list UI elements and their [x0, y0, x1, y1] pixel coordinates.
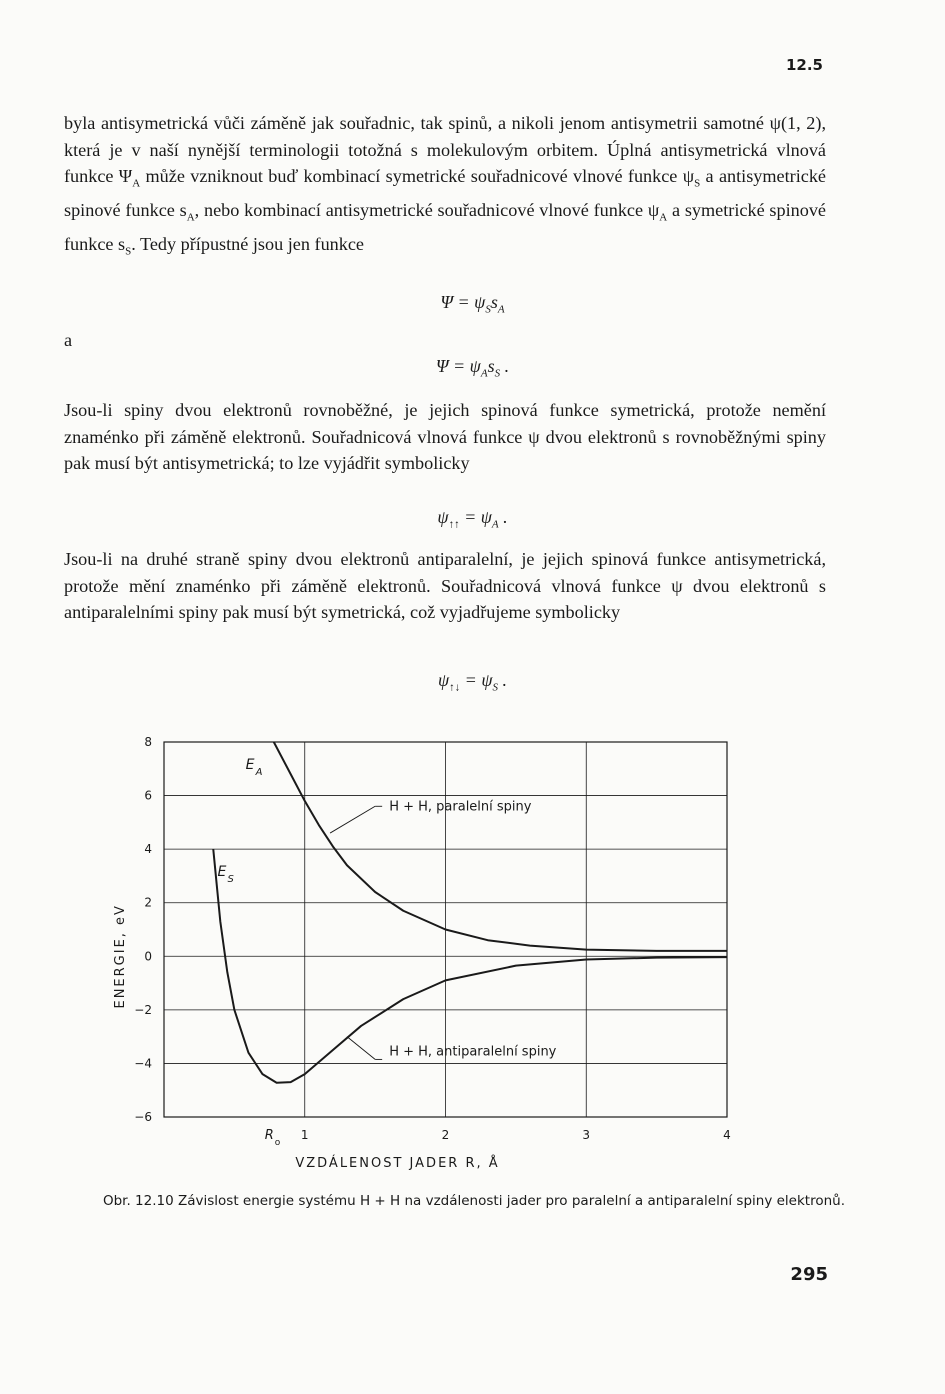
equation-1: $\Psi = \psi_Ss_A$ [440, 292, 505, 316]
connector-text: a [64, 330, 73, 350]
r0-label: R [264, 1128, 274, 1143]
x-tick-label: 2 [441, 1128, 450, 1142]
x-tick-label: 3 [582, 1128, 591, 1142]
x-axis-label: VZDÁLENOST JADER R, Å [295, 1156, 500, 1171]
equation-2: $\Psi = \psi_As_S$ . [435, 356, 510, 380]
series-label-es: E [217, 863, 227, 880]
y-tick-label: −2 [134, 1002, 152, 1017]
y-tick-label: −6 [134, 1110, 152, 1124]
energy-chart [0, 725, 945, 1185]
x-tick-label: 4 [723, 1128, 731, 1142]
paragraph-3: Jsou-li na druhé straně spiny dvou elektronů antiparalelní, je jejich spinová funkce antisymetrická, protože mění znaménko při záměně elektronů. Souřadnicová vlnová funkce ψ dvou elektronů s antiparalelními spiny pak musí být symetrická, což vyjadřujeme symbolicky [64, 549, 826, 622]
y-axis-label: ENERGIE, eV [113, 904, 128, 1009]
paragraph-1: byla antisymetrická vůči záměně jak souřadnic, tak spinů, a nikoli jenom antisymetrii samotné ψ(1, 2), která je v naší nynější terminologii totožná s molekulovým orbitem. Úplná antisymetrická vlnová funkce $\Psi_A$ může vzniknout buď kombinací symetrické souřadnicové vlnové funkce $\psi_S$ a antisymetrické spinové funkce $s_A$, nebo kombinací antisymetrické souřadnicové vlnové funkce $\psi_A$ a symetrické spinové funkce $s_S$. Tedy přípustné jsou jen funkce [64, 113, 827, 258]
chart-labels [113, 735, 731, 1171]
series-line-0 [274, 742, 727, 951]
section-number: 12.5 [785, 56, 823, 74]
equation-4: $\psi_{↑↓} = \psi_S$ . [437, 670, 507, 694]
chart-curves [213, 742, 727, 1083]
y-tick-label: 2 [144, 895, 152, 910]
equation-3: $\psi_{↑↑} = \psi_A$ . [437, 507, 508, 531]
paragraph-2: Jsou-li spiny dvou elektronů rovnoběžné, je jejich spinová funkce symetrická, protože nemění znaménko při záměně elektronů. Souřadnicová vlnová funkce ψ dvou elektronů s rovnoběžnými spiny pak musí být antisymetrická; to lze vyjádřit symbolicky [64, 400, 826, 473]
series-label-ea-sub: A [255, 766, 263, 778]
figure-caption: Obr. 12.10 Závislost energie systému H + H na vzdálenosti jader pro paralelní a antiparalelní spiny elektronů. [102, 1193, 846, 1209]
x-tick-label: 1 [300, 1128, 309, 1142]
y-tick-label: −4 [134, 1056, 152, 1071]
page-number: 295 [790, 1264, 828, 1285]
y-tick-label: 6 [144, 788, 152, 803]
y-tick-label: 8 [144, 735, 152, 749]
annotation-leader-parallel [330, 806, 375, 833]
annotation-parallel: H + H, paralelní spiny [389, 799, 532, 815]
r0-sub: o [274, 1138, 281, 1148]
series-label-es-sub: S [227, 873, 234, 885]
y-tick-label: 0 [144, 949, 152, 964]
y-tick-label: 4 [144, 842, 152, 857]
annotation-antiparallel: H + H, antiparalelní spiny [389, 1044, 557, 1060]
series-label-ea: E [245, 756, 255, 773]
annotation-leader-antiparallel [347, 1037, 375, 1060]
